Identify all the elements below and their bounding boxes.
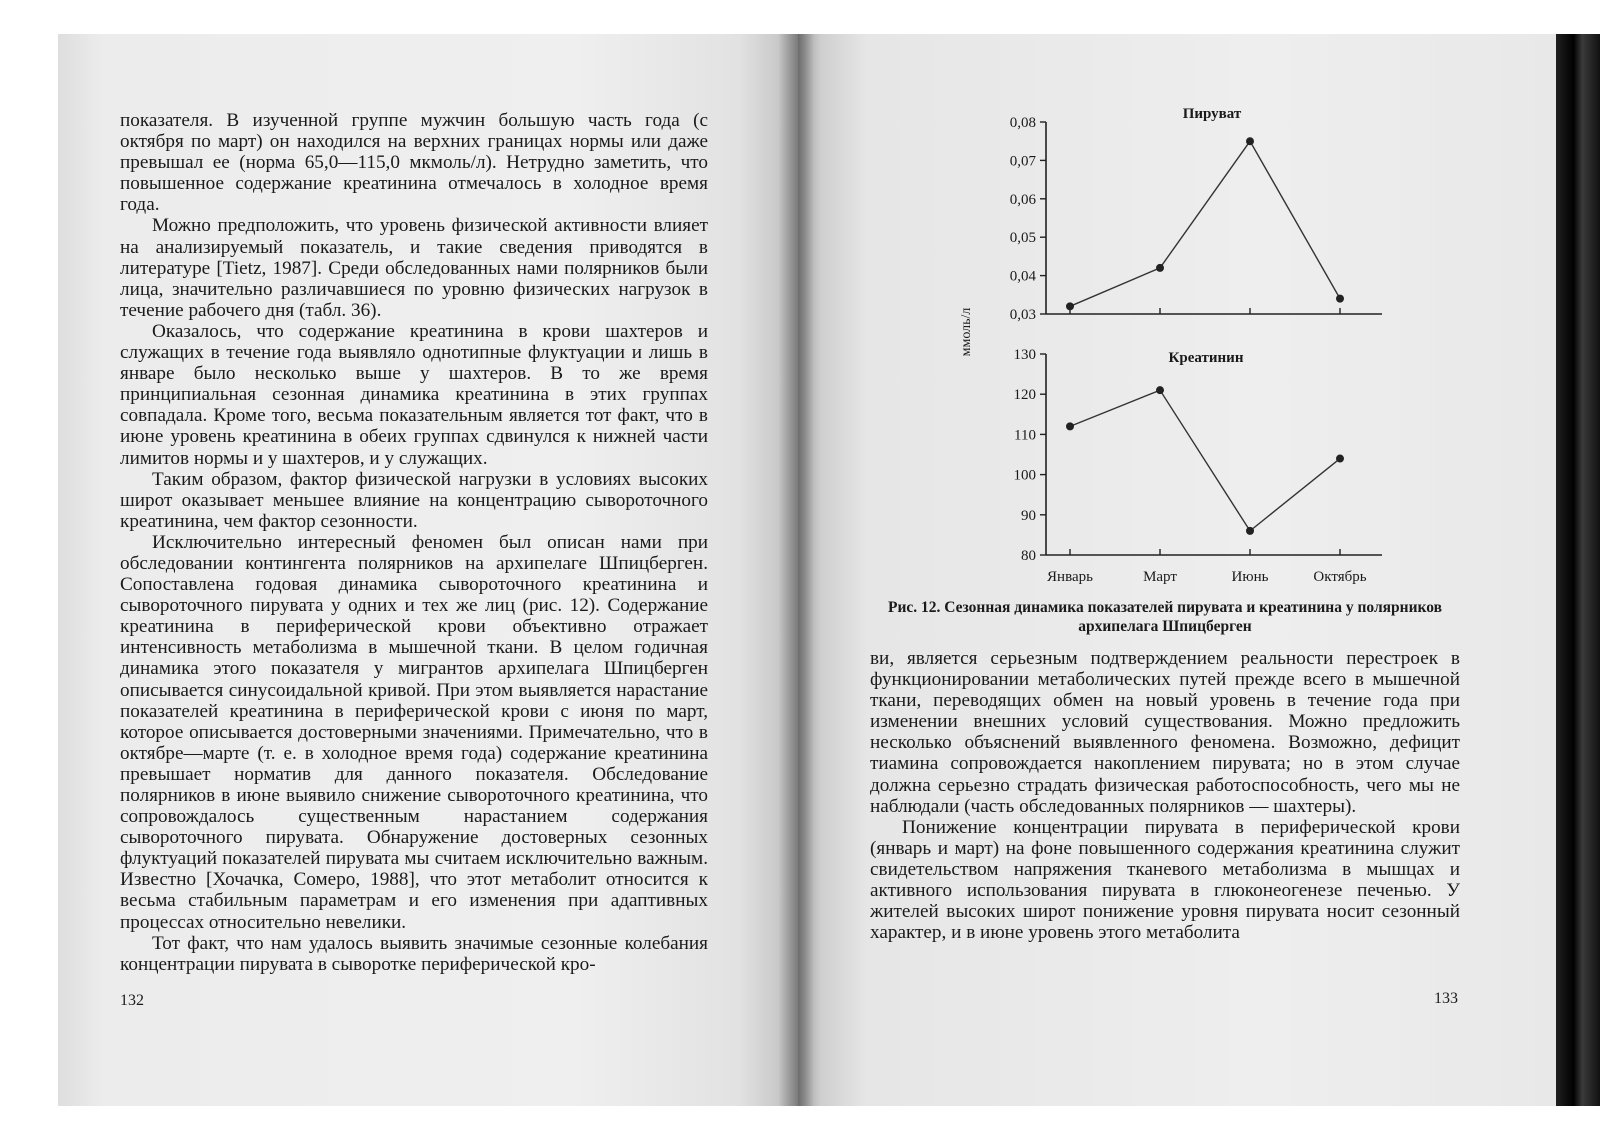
y-tick-label: 90 (1021, 507, 1036, 524)
y-tick-label: 0,06 (1009, 191, 1036, 208)
paragraph: Можно предположить, что уровень физической активности влияет на анализируемый показатель, и такие сведения приводятся в литературе [Tietz, 1987]. Среди обследованных нами полярников были лица, значительно различавшиеся по уровню физических нагрузок в течение рабочего дня (табл. 36). (120, 215, 708, 321)
x-tick-label: Июнь (1231, 569, 1269, 585)
pyruvate-line (1070, 141, 1340, 306)
y-tick-label: 100 (1013, 467, 1036, 484)
left-page-text (120, 110, 708, 975)
y-tick-label: 0,08 (1009, 115, 1036, 131)
y-axis-label: ммоль/л (959, 307, 974, 357)
page-number-right: 133 (1434, 990, 1458, 1007)
book-gutter (778, 34, 814, 1106)
y-tick-label: 120 (1013, 387, 1036, 404)
paragraph: Таким образом, фактор физической нагрузки в условиях высоких широт оказывает меньшее влияние на концентрацию сывороточного креатинина, чем фактор сезонности. (120, 468, 708, 532)
right-page-text (870, 648, 1460, 943)
x-tick-label: Январь (1047, 569, 1093, 585)
y-tick-label: 0,05 (1009, 230, 1036, 247)
paragraph: Понижение концентрации пирувата в периферической крови (январь и март) на фоне повышенного содержания креатинина служит свидетельством напряжения тканевого метаболизма в мышцах и активного использования пирувата в глюконеогенезе печенью. У жителей высоких широт понижение уровня пирувата носит сезонный характер, и в июне уровень этого метаболита (870, 816, 1460, 944)
y-tick-label: 130 (1013, 347, 1036, 363)
pyruvate-point (1336, 295, 1344, 303)
pyruvate-point (1066, 302, 1074, 310)
x-tick-label: Октябрь (1313, 569, 1367, 585)
creatinine-point (1156, 386, 1164, 394)
y-tick-label: 0,07 (1009, 153, 1036, 170)
y-tick-label: 0,04 (1009, 268, 1036, 285)
figure-caption: Рис. 12. Сезонная динамика показателей пирувата и креатинина у полярников архипелага Шпицберген (888, 599, 1442, 635)
paragraph: Тот факт, что нам удалось выявить значимые сезонные колебания концентрации пирувата в сыворотке периферической кро- (120, 932, 708, 975)
paragraph: показателя. В изученной группе мужчин большую часть года (с октября по март) он находился на верхних границах нормы или даже превышал ее (норма 65,0—115,0 мкмоль/л). Нетрудно заметить, что повышенное содержание креатинина отмечалось в холодное время года. (120, 110, 708, 216)
figure-12-chart (950, 100, 1400, 590)
y-tick-label: 0,03 (1009, 307, 1036, 323)
pyruvate-point (1246, 137, 1254, 145)
y-tick-label: 110 (1014, 427, 1036, 444)
y-tick-label: 80 (1021, 548, 1036, 564)
paragraph: Исключительно интересный феномен был описан нами при обследовании контингента полярников на архипелаге Шпицберген. Сопоставлена годовая динамика сывороточного креатинина и сывороточного пирувата у одних и тех же лиц (рис. 12). Содержание креатинина в периферической крови объективно отражает интенсивность метаболизма в мышечной ткани. В целом годичная динамика этого показателя у мигрантов архипелага Шпицберген описывается синусоидальной кривой. При этом выявляется нарастание показателей креатинина в периферической крови с июня по март, которое описывается достоверными значениями. Примечательно, что в октябре—марте (т. е. в холодное время года) содержание креатинина превышает норматив для данного показателя. Обследование полярников в июне выявило снижение сывороточного креатинина, что сопровождалось существенным нарастанием содержания сывороточного пирувата. Обнаружение достоверных сезонных флуктуаций показателей пирувата мы считаем исключительно важным. Известно [Хочачка, Сомеро, 1988], что этот метаболит относится к весьма стабильным параметрам и его изменения при адаптивных процессах относительно невелики. (120, 531, 708, 933)
pyruvate-point (1156, 264, 1164, 272)
x-tick-label: Март (1143, 569, 1177, 585)
creatinine-point (1246, 527, 1254, 535)
paragraph: ви, является серьезным подтверждением реальности перестроек в функционировании метаболических путей прежде всего в мышечной ткани, переводящих обмен на новый уровень в течение года при изменении внешних условий существования. Можно предложить несколько объяснений выявленного феномена. Возможно, дефицит тиамина сопровождается накоплением пирувата; но в этом случае должна серьезно страдать физическая работоспособность, чего мы не наблюдали (часть обследованных полярников — шахтеры). (870, 648, 1460, 817)
page-edge-shadow (1556, 34, 1600, 1106)
creatinine-line (1070, 390, 1340, 531)
page-number-left: 132 (120, 992, 144, 1009)
creatinine-point (1336, 455, 1344, 463)
paragraph: Оказалось, что содержание креатинина в крови шахтеров и служащих в течение года выявляло однотипные флуктуации и лишь в январе было несколько выше у шахтеров. В то же время принципиальная сезонная динамика креатинина в этих группах совпадала. Кроме того, весьма показательным является тот факт, что в июне уровень креатинина в обеих группах сдвинулся к нижней части лимитов нормы и у шахтеров, и у служащих. (120, 320, 708, 469)
series-title: Креатинин (1168, 350, 1244, 366)
creatinine-point (1066, 422, 1074, 430)
series-title: Пируват (1182, 106, 1242, 122)
